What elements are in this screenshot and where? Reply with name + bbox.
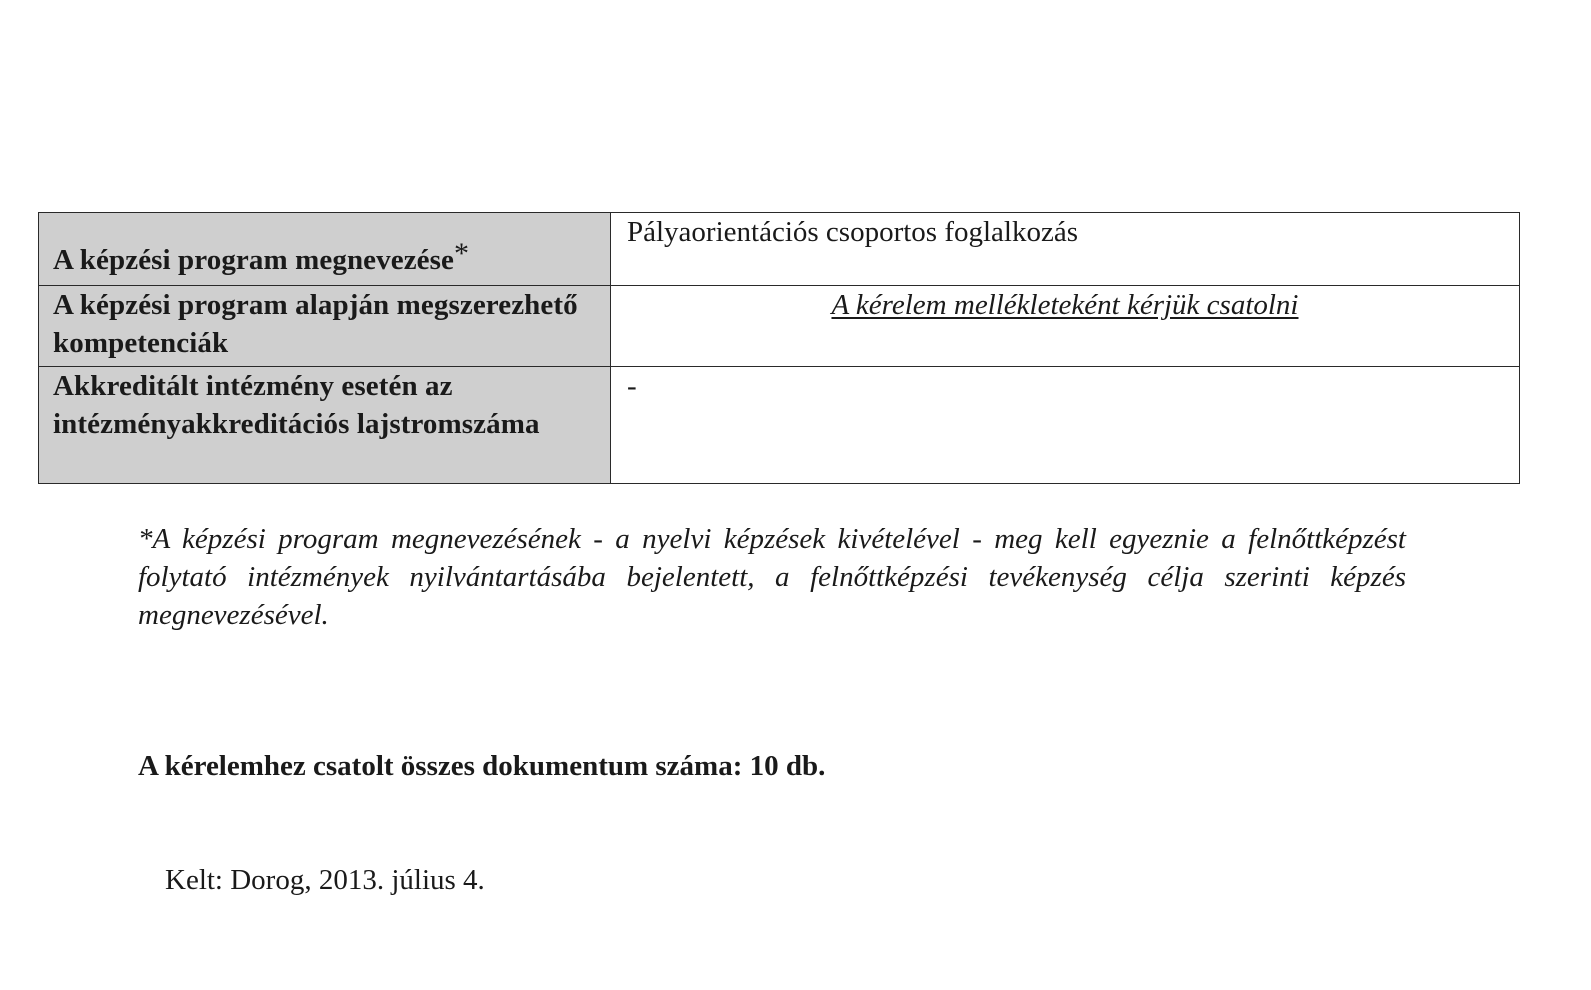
- accreditation-label: Akkreditált intézmény esetén az intézményakkreditációs lajstromszáma: [39, 367, 611, 484]
- table-row-program-name: [39, 213, 1520, 286]
- table-row-competencies: [39, 286, 1520, 367]
- accreditation-value: -: [611, 367, 1520, 484]
- date-line: Kelt: Dorog, 2013. július 4.: [165, 864, 485, 896]
- program-info-table: [38, 212, 1520, 484]
- footnote-text: *A képzési program megnevezésének - a nyelvi képzések kivételével - meg kell egyeznie a felnőttképzést folytató intézmények nyilvántartásába bejelentett, a felnőttképzési tevékenység célja szerinti képzés megnevezésével.: [138, 523, 1406, 631]
- competencies-value: A kérelem mellékleteként kérjük csatolni: [611, 286, 1520, 367]
- table-row-accreditation: [39, 367, 1520, 484]
- footnote-marker: *: [454, 237, 470, 270]
- competencies-label: A képzési program alapján megszerezhető kompetenciák: [39, 286, 611, 367]
- program-name-value: Pályaorientációs csoportos foglalkozás: [611, 213, 1520, 286]
- document-count: A kérelemhez csatolt összes dokumentum száma: 10 db.: [138, 750, 826, 782]
- program-name-label-cell: [39, 213, 611, 286]
- program-name-label: A képzési program megnevezése: [53, 244, 455, 276]
